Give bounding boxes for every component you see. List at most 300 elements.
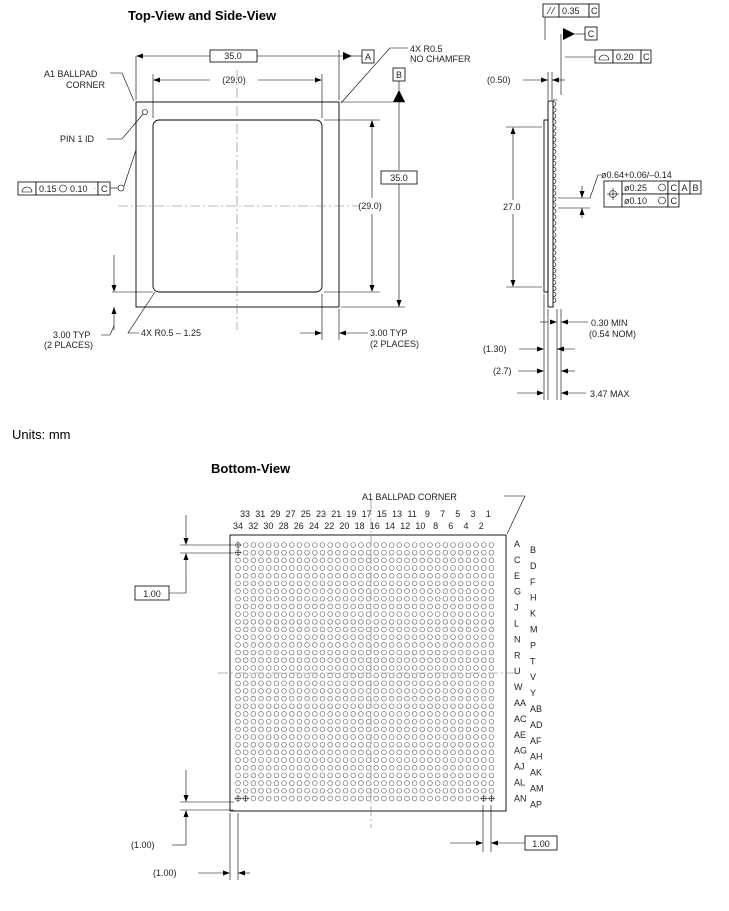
ball <box>397 619 402 624</box>
ball <box>343 573 348 578</box>
ball <box>420 719 425 724</box>
pos-tol-2: ø0.10 <box>624 196 648 206</box>
ball <box>289 765 294 770</box>
ball <box>351 742 356 747</box>
ball <box>335 604 340 609</box>
ball <box>328 742 333 747</box>
ball <box>451 619 456 624</box>
ball <box>335 589 340 594</box>
ball <box>420 681 425 686</box>
ball <box>420 566 425 571</box>
ball <box>382 558 387 563</box>
ball <box>382 758 387 763</box>
ball <box>382 581 387 586</box>
ball <box>358 696 363 701</box>
ball <box>335 781 340 786</box>
ball <box>451 581 456 586</box>
chamfer-note-2: NO CHAMFER <box>410 54 471 64</box>
ball <box>397 589 402 594</box>
ball <box>474 558 479 563</box>
ball <box>458 673 463 678</box>
ball <box>320 642 325 647</box>
ball <box>320 543 325 548</box>
ball <box>489 781 494 786</box>
ball <box>236 704 241 709</box>
typ-right-2: (2 PLACES) <box>370 339 420 349</box>
ball <box>243 773 248 778</box>
ball <box>389 673 394 678</box>
ball <box>458 750 463 755</box>
ball <box>489 558 494 563</box>
ball <box>328 650 333 655</box>
ball <box>251 573 256 578</box>
ball <box>335 681 340 686</box>
ball <box>481 558 486 563</box>
ball <box>435 689 440 694</box>
ball <box>358 550 363 555</box>
ball <box>428 673 433 678</box>
ball <box>405 665 410 670</box>
column-label: 8 <box>433 521 439 531</box>
ball <box>374 681 379 686</box>
ball <box>458 773 463 778</box>
ball <box>343 635 348 640</box>
ball <box>328 642 333 647</box>
ball <box>320 765 325 770</box>
ball <box>481 550 486 555</box>
ball <box>474 765 479 770</box>
ball <box>320 712 325 717</box>
datum-a: A <box>364 52 372 62</box>
ball <box>335 596 340 601</box>
ball <box>274 642 279 647</box>
ball <box>443 627 448 632</box>
ball <box>412 658 417 663</box>
row-label: AK <box>530 767 543 778</box>
ball <box>251 758 256 763</box>
ball <box>335 704 340 709</box>
ball <box>382 696 387 701</box>
ball <box>435 758 440 763</box>
ball <box>343 735 348 740</box>
ball <box>282 589 287 594</box>
ball <box>489 573 494 578</box>
side-ball <box>553 221 556 226</box>
side-ball <box>553 137 556 142</box>
ball <box>443 543 448 548</box>
ball <box>259 566 264 571</box>
ball <box>389 573 394 578</box>
ball <box>451 558 456 563</box>
ball <box>312 596 317 601</box>
ball <box>420 696 425 701</box>
ball <box>366 650 371 655</box>
ball <box>282 742 287 747</box>
ball <box>243 627 248 632</box>
ball <box>397 612 402 617</box>
side-ball <box>553 244 556 249</box>
ball <box>282 689 287 694</box>
side-ball <box>553 179 556 184</box>
ball <box>382 673 387 678</box>
ball <box>236 719 241 724</box>
ball <box>489 727 494 732</box>
ball <box>297 781 302 786</box>
ball <box>412 635 417 640</box>
ball <box>366 719 371 724</box>
ball <box>358 750 363 755</box>
ball <box>458 589 463 594</box>
ball <box>343 742 348 747</box>
ball <box>289 742 294 747</box>
ball <box>428 742 433 747</box>
ball <box>466 550 471 555</box>
ball <box>266 781 271 786</box>
ball <box>351 681 356 686</box>
ball <box>259 612 264 617</box>
ball <box>274 735 279 740</box>
ball <box>266 596 271 601</box>
column-label: 14 <box>384 521 396 531</box>
ball <box>236 627 241 632</box>
ball <box>382 612 387 617</box>
dim-130: (1.30) <box>483 344 507 354</box>
ball <box>266 573 271 578</box>
ball <box>251 650 256 655</box>
ball <box>382 550 387 555</box>
ball <box>435 696 440 701</box>
ball <box>282 635 287 640</box>
ball <box>397 719 402 724</box>
column-label: 2 <box>478 521 484 531</box>
ball <box>405 788 410 793</box>
row-label: R <box>514 650 521 661</box>
ball <box>435 612 440 617</box>
ball <box>489 735 494 740</box>
ball <box>458 781 463 786</box>
ball <box>428 550 433 555</box>
side-ball <box>553 143 556 148</box>
ball <box>289 673 294 678</box>
ball <box>266 612 271 617</box>
ball <box>289 635 294 640</box>
side-ball <box>553 149 556 154</box>
ball <box>266 665 271 670</box>
ball <box>312 619 317 624</box>
ball <box>420 796 425 801</box>
ball <box>358 665 363 670</box>
ball <box>251 781 256 786</box>
row-label: AF <box>530 735 542 746</box>
ball <box>405 681 410 686</box>
ball <box>236 566 241 571</box>
ball <box>389 704 394 709</box>
ball <box>389 550 394 555</box>
ball <box>351 735 356 740</box>
ball <box>443 573 448 578</box>
ball <box>312 788 317 793</box>
ball <box>351 642 356 647</box>
ball <box>320 619 325 624</box>
ball <box>274 796 279 801</box>
ball <box>489 635 494 640</box>
ball <box>289 796 294 801</box>
ball <box>374 665 379 670</box>
ball <box>266 619 271 624</box>
ball <box>266 589 271 594</box>
ball <box>343 758 348 763</box>
ball <box>343 658 348 663</box>
ball <box>358 742 363 747</box>
column-label: 24 <box>308 521 320 531</box>
ball <box>305 788 310 793</box>
ball <box>458 635 463 640</box>
ball <box>382 742 387 747</box>
ball <box>420 658 425 663</box>
ball <box>474 596 479 601</box>
ball <box>251 543 256 548</box>
pin1-dot <box>143 110 148 115</box>
ball <box>466 642 471 647</box>
ball <box>335 689 340 694</box>
ball <box>305 773 310 778</box>
ball <box>328 566 333 571</box>
ball <box>259 681 264 686</box>
ball <box>481 765 486 770</box>
ball <box>458 650 463 655</box>
ball <box>282 566 287 571</box>
ball <box>435 727 440 732</box>
ball <box>312 773 317 778</box>
ball <box>320 658 325 663</box>
ball <box>458 604 463 609</box>
ball <box>328 550 333 555</box>
ball <box>251 658 256 663</box>
ball <box>282 658 287 663</box>
ball <box>428 773 433 778</box>
ball <box>328 727 333 732</box>
side-ball <box>553 256 556 261</box>
ball <box>320 665 325 670</box>
ball <box>266 550 271 555</box>
ball <box>312 566 317 571</box>
ball <box>343 589 348 594</box>
ball <box>405 735 410 740</box>
ball <box>320 781 325 786</box>
ball <box>420 543 425 548</box>
ball <box>305 758 310 763</box>
row-label: AG <box>514 745 528 756</box>
ball <box>358 619 363 624</box>
ball <box>274 704 279 709</box>
ball <box>481 566 486 571</box>
ball <box>466 796 471 801</box>
ball <box>259 573 264 578</box>
ball <box>443 596 448 601</box>
ball <box>481 742 486 747</box>
pos-tol-1: ø0.25 <box>624 183 648 193</box>
ball <box>374 735 379 740</box>
ball <box>282 696 287 701</box>
row-label: AD <box>530 719 543 730</box>
ball <box>243 781 248 786</box>
ball <box>266 712 271 717</box>
radius-note: 4X R0.5 – 1.25 <box>141 328 202 338</box>
ball <box>428 788 433 793</box>
chamfer-note-1: 4X R0.5 <box>410 44 443 54</box>
ball <box>274 742 279 747</box>
ball <box>358 727 363 732</box>
ball <box>251 550 256 555</box>
ball <box>435 566 440 571</box>
ball <box>481 735 486 740</box>
ball <box>259 796 264 801</box>
ball <box>312 689 317 694</box>
ball <box>405 750 410 755</box>
ball <box>420 758 425 763</box>
ball <box>412 665 417 670</box>
ball <box>343 543 348 548</box>
ball <box>466 543 471 548</box>
ball <box>266 704 271 709</box>
dim-height: 35.0 <box>390 173 408 183</box>
side-ball <box>553 197 556 202</box>
ball <box>451 627 456 632</box>
ball <box>243 735 248 740</box>
ball <box>297 558 302 563</box>
ball <box>335 765 340 770</box>
row-label: B <box>530 545 537 555</box>
ball <box>243 765 248 770</box>
ball <box>259 735 264 740</box>
ball <box>274 727 279 732</box>
ball <box>451 773 456 778</box>
ball <box>435 750 440 755</box>
ball <box>274 543 279 548</box>
ball <box>451 696 456 701</box>
ball <box>297 581 302 586</box>
ball <box>351 650 356 655</box>
ball <box>374 696 379 701</box>
ball <box>335 573 340 578</box>
ball <box>458 796 463 801</box>
ball <box>366 735 371 740</box>
bottom-view <box>131 492 557 880</box>
ball <box>474 604 479 609</box>
column-label: 19 <box>346 509 357 519</box>
ball <box>443 689 448 694</box>
ball <box>236 781 241 786</box>
ball <box>466 566 471 571</box>
ball <box>443 758 448 763</box>
side-ball <box>553 155 556 160</box>
ball <box>382 735 387 740</box>
ball <box>328 750 333 755</box>
column-label: 22 <box>324 521 335 531</box>
ball <box>474 581 479 586</box>
ball <box>351 543 356 548</box>
ball <box>389 619 394 624</box>
row-labels-right <box>530 545 544 809</box>
ball <box>451 642 456 647</box>
ball <box>328 581 333 586</box>
ball <box>335 735 340 740</box>
ball <box>405 581 410 586</box>
ball <box>243 758 248 763</box>
ball <box>428 658 433 663</box>
ball <box>305 573 310 578</box>
ball <box>428 796 433 801</box>
ball <box>382 573 387 578</box>
ball <box>489 566 494 571</box>
ball <box>428 573 433 578</box>
ball <box>382 704 387 709</box>
ball <box>443 712 448 717</box>
package-outline <box>136 102 339 307</box>
ball <box>351 696 356 701</box>
ball <box>412 750 417 755</box>
ball <box>266 566 271 571</box>
side-ball <box>553 274 556 279</box>
ball <box>259 558 264 563</box>
ball <box>335 581 340 586</box>
ball <box>243 681 248 686</box>
side-ball <box>553 102 556 107</box>
column-label: 12 <box>400 521 411 531</box>
ball <box>489 712 494 717</box>
ball <box>358 658 363 663</box>
ball <box>289 627 294 632</box>
ball <box>451 673 456 678</box>
ball <box>458 543 463 548</box>
ball <box>420 642 425 647</box>
ball <box>358 566 363 571</box>
ball <box>366 550 371 555</box>
ball <box>335 696 340 701</box>
ball <box>458 612 463 617</box>
ball <box>458 735 463 740</box>
ball <box>358 788 363 793</box>
ball <box>428 689 433 694</box>
ball <box>451 750 456 755</box>
ball <box>435 550 440 555</box>
ball <box>236 619 241 624</box>
ball <box>236 589 241 594</box>
ball <box>305 604 310 609</box>
ball <box>274 558 279 563</box>
column-label: 16 <box>369 521 380 531</box>
ball <box>328 712 333 717</box>
column-label: 20 <box>339 521 350 531</box>
ball <box>466 650 471 655</box>
pos-datum-1-a: A <box>681 183 688 193</box>
ball <box>389 750 394 755</box>
ball <box>282 765 287 770</box>
ball <box>405 719 410 724</box>
ball <box>343 619 348 624</box>
ball <box>274 719 279 724</box>
ball <box>297 758 302 763</box>
ball <box>443 704 448 709</box>
ball <box>343 673 348 678</box>
ball <box>289 758 294 763</box>
row-label: J <box>514 602 519 613</box>
ball <box>474 635 479 640</box>
ball <box>282 735 287 740</box>
ball <box>382 788 387 793</box>
dim-inner-height: (29.0) <box>358 201 382 211</box>
ball <box>474 719 479 724</box>
